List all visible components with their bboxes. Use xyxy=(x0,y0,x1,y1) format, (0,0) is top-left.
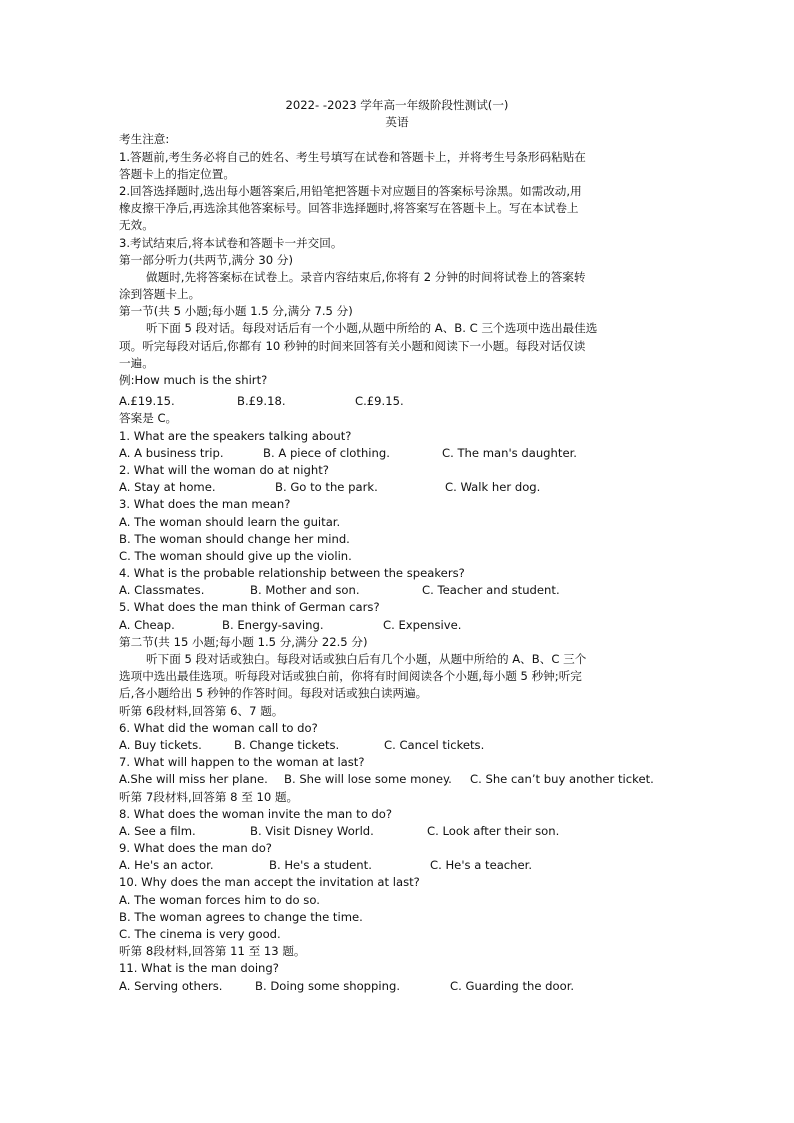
option-a: A. Buy tickets. xyxy=(119,737,202,752)
option-c: C. Guarding the door. xyxy=(450,978,575,993)
option-b: B. Visit Disney World. xyxy=(250,823,374,838)
question-6-options xyxy=(119,737,675,754)
part1-intro: 涂到答题卡上。 xyxy=(119,287,201,302)
question-8-options xyxy=(119,823,675,840)
option-b: B.£9.18. xyxy=(237,394,286,409)
notice-line: 无效。 xyxy=(119,218,154,233)
question-11-options xyxy=(119,978,675,995)
option-a: A. He's an actor. xyxy=(119,858,214,873)
question-5: 5. What does the man think of German cars? xyxy=(119,600,380,615)
section2-heading: 第二节(共 15 小题;每小题 1.5 分,满分 22.5 分) xyxy=(119,634,368,649)
section2-intro: 选项中选出最佳选项。听每段对话或独白前，你将有时间阅读各个小题,每小题 5 秒钟;听完 xyxy=(119,669,582,684)
question-2-options xyxy=(119,479,675,496)
notice-line: 答题卡上的指定位置。 xyxy=(119,166,235,181)
option-b: B. Doing some shopping. xyxy=(255,978,401,993)
question-5-options xyxy=(119,617,675,634)
option-b: B. She will lose some money. xyxy=(284,772,452,787)
option-b: B. The woman should change her mind. xyxy=(119,531,350,546)
exam-subject: 英语 xyxy=(385,115,409,130)
option-a: A. Cheap. xyxy=(119,617,175,632)
example-options xyxy=(119,393,675,410)
example-answer: 答案是 C。 xyxy=(119,411,178,426)
question-9: 9. What does the man do? xyxy=(119,841,272,856)
option-c: C.£9.15. xyxy=(355,394,404,409)
option-c: C. Walk her dog. xyxy=(445,480,541,495)
section2-intro: 听下面 5 段对话或独白。每段对话或独白后有几个小题，从题中所给的 A、B、C 三个 xyxy=(146,652,587,666)
question-11: 11. What is the man doing? xyxy=(119,961,279,976)
option-b: B. Go to the park. xyxy=(275,480,378,495)
option-c: C. He's a teacher. xyxy=(430,858,533,873)
option-a: A. Classmates. xyxy=(119,583,205,598)
question-1: 1. What are the speakers talking about? xyxy=(119,428,352,443)
option-c: C. Look after their son. xyxy=(427,823,560,838)
option-a: A. Stay at home. xyxy=(119,480,216,495)
notice-line: 橡皮擦干净后,再选涂其他答案标号。回答非选择题时,将答案写在答题卡上。写在本试卷上 xyxy=(119,201,579,216)
material-6: 听第 6段材料,回答第 6、7 题。 xyxy=(119,703,284,718)
question-4: 4. What is the probable relationship between the speakers? xyxy=(119,566,465,581)
question-7-options xyxy=(119,771,675,788)
option-b: B. Mother and son. xyxy=(250,583,360,598)
section2-intro: 后,各小题给出 5 秒钟的作答时间。每段对话或独白读两遍。 xyxy=(119,686,428,701)
option-b: B. He's a student. xyxy=(269,858,372,873)
option-c: C. The man's daughter. xyxy=(442,445,577,460)
exam-content xyxy=(119,97,675,995)
option-b: B. Change tickets. xyxy=(234,737,340,752)
option-a: A. The woman should learn the guitar. xyxy=(119,514,341,529)
question-3: 3. What does the man mean? xyxy=(119,497,291,512)
option-b: B. A piece of clothing. xyxy=(263,445,390,460)
option-b: B. Energy-saving. xyxy=(222,617,324,632)
option-a: A. Serving others. xyxy=(119,978,223,993)
notice-line: 1.答题前,考生务必将自己的姓名、考生号填写在试卷和答题卡上，并将考生号条形码粘贴在 xyxy=(119,149,586,164)
section1-intro: 一遍。 xyxy=(119,355,154,370)
section1-intro: 项。听完每段对话后,你都有 10 秒钟的时间来回答有关小题和阅读下一小题。每段对话仅读 xyxy=(119,338,586,353)
option-c: C. The cinema is very good. xyxy=(119,927,281,941)
material-7: 听第 7段材料,回答第 8 至 10 题。 xyxy=(119,789,299,804)
option-c: C. She can’t buy another ticket. xyxy=(470,772,654,787)
option-c: C. Expensive. xyxy=(383,617,462,632)
option-c: C. The woman should give up the violin. xyxy=(119,548,352,563)
question-2: 2. What will the woman do at night? xyxy=(119,462,329,477)
exam-title: 2022- -2023 学年高一年级阶段性测试(一) xyxy=(285,98,509,112)
option-b: B. The woman agrees to change the time. xyxy=(119,909,363,924)
option-a: A. A business trip. xyxy=(119,445,224,460)
part1-intro: 做题时,先将答案标在试卷上。录音内容结束后,你将有 2 分钟的时间将试卷上的答案转 xyxy=(146,269,586,284)
question-6: 6. What did the woman call to do? xyxy=(119,720,318,735)
example-question: 例:How much is the shirt? xyxy=(119,373,268,387)
question-8: 8. What does the woman invite the man to do? xyxy=(119,806,393,821)
question-10: 10. Why does the man accept the invitation at last? xyxy=(119,875,420,890)
question-9-options xyxy=(119,857,675,874)
section1-intro: 听下面 5 段对话。每段对话后有一个小题,从题中所给的 A、B. C 三个选项中选出最佳选 xyxy=(146,321,598,336)
notice-line: 3.考试结束后,将本试卷和答题卡一并交回。 xyxy=(119,235,343,250)
question-7: 7. What will happen to the woman at last? xyxy=(119,755,365,770)
option-a: A.She will miss her plane. xyxy=(119,772,268,787)
notice-heading: 考生注意: xyxy=(119,132,170,147)
option-c: C. Teacher and student. xyxy=(422,583,560,598)
question-1-options xyxy=(119,445,675,462)
option-a: A. See a film. xyxy=(119,823,196,838)
part1-heading: 第一部分听力(共两节,满分 30 分) xyxy=(119,252,293,267)
material-8: 听第 8段材料,回答第 11 至 13 题。 xyxy=(119,944,306,959)
option-a: A. The woman forces him to do so. xyxy=(119,892,320,907)
option-c: C. Cancel tickets. xyxy=(384,737,485,752)
section1-heading: 第一节(共 5 小题;每小题 1.5 分,满分 7.5 分) xyxy=(119,304,353,319)
option-a: A.£19.15. xyxy=(119,394,175,409)
notice-line: 2.回答选择题时,选出每小题答案后,用铅笔把答题卡对应题目的答案标号涂黑。如需改动,用 xyxy=(119,183,582,198)
question-4-options xyxy=(119,582,675,599)
